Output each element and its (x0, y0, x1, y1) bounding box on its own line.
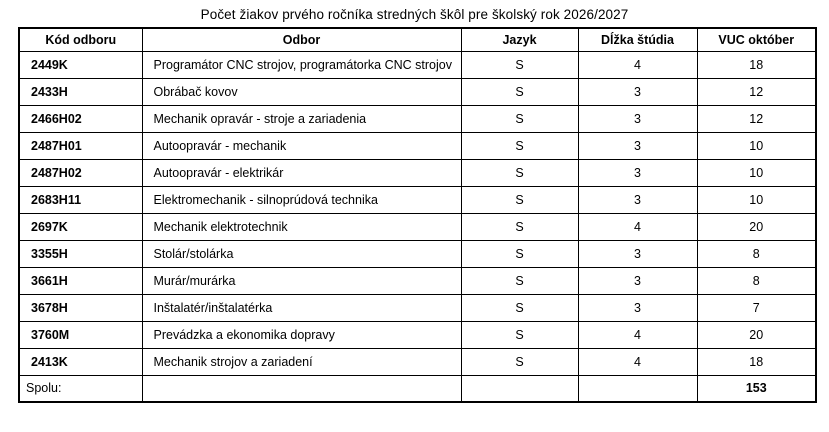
page-title: Počet žiakov prvého ročníka stredných škôl pre školský rok 2026/2027 (200, 7, 629, 22)
cell-jazyk: S (461, 159, 578, 186)
enrollment-table (18, 27, 817, 403)
cell-kod: 3661H (19, 267, 142, 294)
cell-vuc: 8 (697, 267, 816, 294)
table-row (19, 78, 816, 105)
cell-vuc: 12 (697, 78, 816, 105)
cell-jazyk: S (461, 132, 578, 159)
total-empty-odbor (142, 375, 461, 402)
cell-dlzka: 4 (578, 348, 697, 375)
cell-kod: 3355H (19, 240, 142, 267)
table-row (19, 321, 816, 348)
table-row (19, 267, 816, 294)
cell-jazyk: S (461, 105, 578, 132)
cell-dlzka: 3 (578, 240, 697, 267)
table-row (19, 213, 816, 240)
cell-dlzka: 3 (578, 105, 697, 132)
table-row (19, 240, 816, 267)
cell-vuc: 12 (697, 105, 816, 132)
table-row (19, 348, 816, 375)
cell-dlzka: 3 (578, 132, 697, 159)
cell-jazyk: S (461, 213, 578, 240)
cell-dlzka: 3 (578, 267, 697, 294)
cell-kod: 2433H (19, 78, 142, 105)
cell-jazyk: S (461, 267, 578, 294)
cell-vuc: 20 (697, 213, 816, 240)
cell-kod: 2697K (19, 213, 142, 240)
cell-dlzka: 4 (578, 51, 697, 78)
table-row (19, 105, 816, 132)
cell-vuc: 18 (697, 51, 816, 78)
cell-odbor: Elektromechanik - silnoprúdová technika (142, 186, 461, 213)
cell-jazyk: S (461, 51, 578, 78)
cell-vuc: 7 (697, 294, 816, 321)
cell-kod: 2449K (19, 51, 142, 78)
cell-odbor: Mechanik opravár - stroje a zariadenia (142, 105, 461, 132)
cell-odbor: Programátor CNC strojov, programátorka CNC strojov (142, 51, 461, 78)
cell-vuc: 10 (697, 186, 816, 213)
table-row (19, 132, 816, 159)
cell-kod: 2683H11 (19, 186, 142, 213)
table-row (19, 51, 816, 78)
cell-dlzka: 3 (578, 159, 697, 186)
cell-odbor: Murár/murárka (142, 267, 461, 294)
cell-dlzka: 3 (578, 294, 697, 321)
column-header-jazyk: Jazyk (461, 28, 578, 51)
table-row (19, 159, 816, 186)
cell-vuc: 8 (697, 240, 816, 267)
cell-kod: 2466H02 (19, 105, 142, 132)
cell-kod: 2413K (19, 348, 142, 375)
column-header-dlzka-studia: Dĺžka štúdia (578, 28, 697, 51)
cell-dlzka: 4 (578, 213, 697, 240)
cell-jazyk: S (461, 78, 578, 105)
cell-vuc: 10 (697, 132, 816, 159)
total-empty-jazyk (461, 375, 578, 402)
cell-kod: 2487H01 (19, 132, 142, 159)
cell-odbor: Mechanik strojov a zariadení (142, 348, 461, 375)
cell-dlzka: 4 (578, 321, 697, 348)
cell-vuc: 10 (697, 159, 816, 186)
column-header-odbor: Odbor (142, 28, 461, 51)
cell-odbor: Obrábač kovov (142, 78, 461, 105)
cell-jazyk: S (461, 294, 578, 321)
cell-jazyk: S (461, 186, 578, 213)
total-empty-dlzka (578, 375, 697, 402)
cell-odbor: Autoopravár - mechanik (142, 132, 461, 159)
total-value: 153 (697, 375, 816, 402)
cell-vuc: 18 (697, 348, 816, 375)
cell-odbor: Mechanik elektrotechnik (142, 213, 461, 240)
total-row (19, 375, 816, 402)
table-row (19, 186, 816, 213)
column-header-kod-odboru: Kód odboru (19, 28, 142, 51)
cell-odbor: Inštalatér/inštalatérka (142, 294, 461, 321)
cell-dlzka: 3 (578, 78, 697, 105)
cell-kod: 2487H02 (19, 159, 142, 186)
cell-odbor: Stolár/stolárka (142, 240, 461, 267)
cell-jazyk: S (461, 321, 578, 348)
cell-kod: 3678H (19, 294, 142, 321)
cell-jazyk: S (461, 240, 578, 267)
table-row (19, 294, 816, 321)
cell-jazyk: S (461, 348, 578, 375)
cell-vuc: 20 (697, 321, 816, 348)
cell-kod: 3760M (19, 321, 142, 348)
cell-odbor: Autoopravár - elektrikár (142, 159, 461, 186)
cell-dlzka: 3 (578, 186, 697, 213)
header-row (19, 28, 816, 51)
cell-odbor: Prevádzka a ekonomika dopravy (142, 321, 461, 348)
column-header-vuc-oktober: VUC október (697, 28, 816, 51)
total-label: Spolu: (19, 375, 142, 402)
